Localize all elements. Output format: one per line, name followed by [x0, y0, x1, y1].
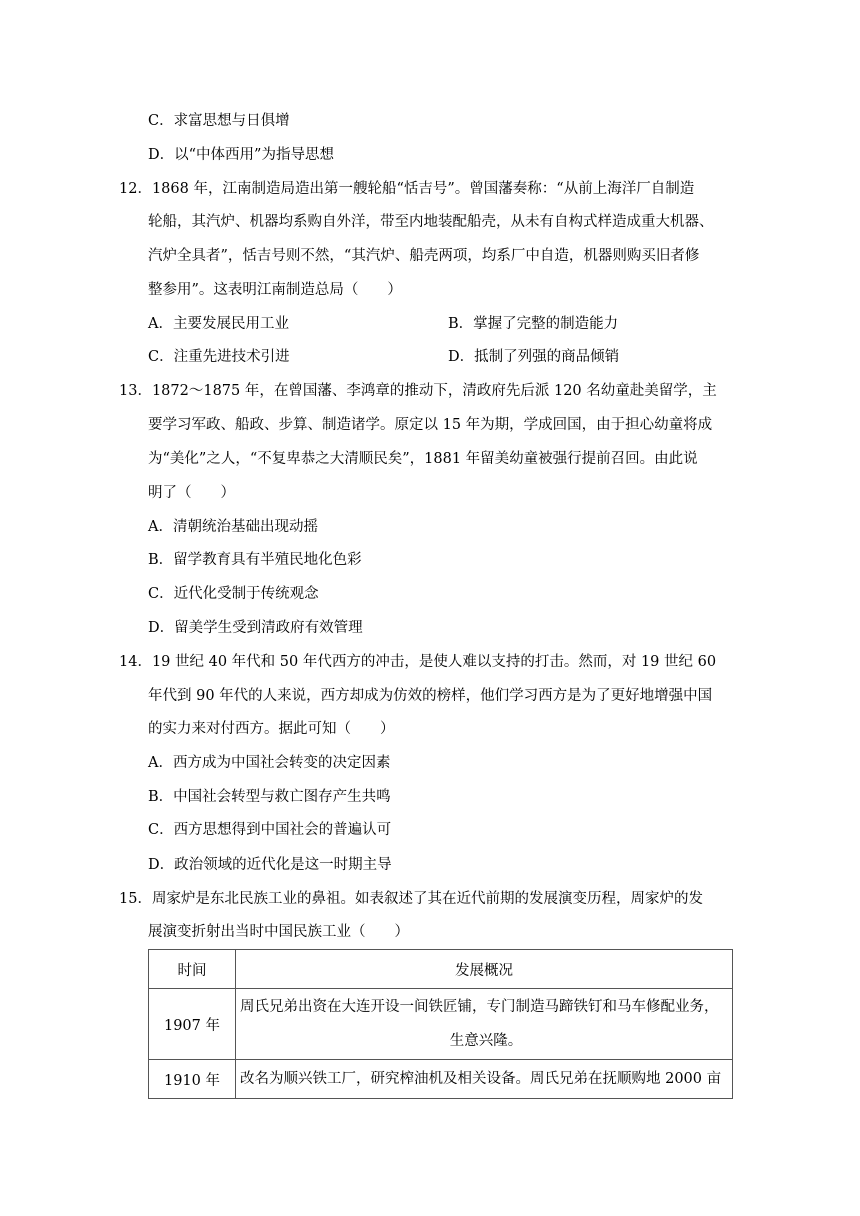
- q12-stem-line-4: 整参用”。这表明江南制造总局（ ）: [148, 282, 402, 298]
- q13-stem-line-4: 明了（ ）: [148, 485, 235, 501]
- row-description-line: 周氏兄弟出资在大连开设一间铁匠铺，专门制造马蹄铁钉和马车修配业务，: [240, 999, 719, 1015]
- q12-stem-line-2: 轮船，其汽炉、机器均系购自外洋，带至内地装配船壳，从未有自构式样造成重大机器、: [148, 214, 714, 230]
- row-description: [236, 1060, 733, 1099]
- q14-stem-line-2: 年代到 90 年代的人来说，西方却成为仿效的榜样，他们学习西方是为了更好地增强中国: [148, 688, 713, 704]
- row-description-line: 生意兴隆。: [449, 1033, 523, 1049]
- q15-stem-line-1: 15．周家炉是东北民族工业的鼻祖。如表叙述了其在近代前期的发展演变历程，周家炉的发: [119, 891, 703, 907]
- table-row: [149, 989, 733, 1060]
- development-table: [148, 949, 733, 1099]
- q12-stem-line-1: 12．1868 年，江南制造局造出第一艘轮船“恬吉号”。曾国藩奏称：“从前上海洋厂自制造: [119, 181, 695, 197]
- row-description: [236, 989, 733, 1060]
- q13-option-a: A．清朝统治基础出现动摇: [148, 519, 318, 535]
- q14-option-c: C．西方思想得到中国社会的普遍认可: [148, 822, 392, 838]
- q14-option-b: B．中国社会转型与救亡图存产生共鸣: [148, 789, 391, 805]
- q13-stem-line-2: 要学习军政、船政、步算、制造诸学。原定以 15 年为期，学成回国，由于担心幼童将成: [148, 417, 713, 433]
- q12-option-c: C．注重先进技术引进: [148, 349, 290, 365]
- q12-option-d: D．抵制了列强的商品倾销: [448, 349, 620, 365]
- header-time: 时间: [149, 950, 236, 989]
- q13-option-d: D．留美学生受到清政府有效管理: [148, 620, 363, 636]
- q11-option-c: C．求富思想与日俱增: [148, 113, 290, 129]
- row-description-line: 改名为顺兴铁工厂，研究榨油机及相关设备。周氏兄弟在抚顺购地 2000 亩: [240, 1071, 722, 1087]
- q13-option-c: C．近代化受制于传统观念: [148, 586, 319, 602]
- q12-option-b: B．掌握了完整的制造能力: [448, 316, 619, 332]
- q13-stem-line-3: 为“美化”之人，“不复卑恭之大清顺民矣”，1881 年留美幼童被强行提前召回。由此说: [148, 451, 698, 467]
- q14-option-a: A．西方成为中国社会转变的决定因素: [148, 755, 391, 771]
- q15-stem-line-2: 展演变折射出当时中国民族工业（ ）: [148, 924, 409, 940]
- q13-stem-line-1: 13．1872～1875 年，在曾国藩、李鸿章的推动下，清政府先后派 120 名幼童赴美留学，主: [119, 383, 717, 399]
- q12-stem-line-3: 汽炉全具者”，恬吉号则不然，“其汽炉、船壳两项，均系厂中自造，机器则购买旧者修: [148, 248, 700, 264]
- q14-stem-line-3: 的实力来对付西方。据此可知（ ）: [148, 721, 395, 737]
- q12-option-a: A．主要发展民用工业: [148, 316, 289, 332]
- row-time: 1910 年: [149, 1060, 236, 1099]
- table-header-row: [149, 950, 733, 989]
- q13-option-b: B．留学教育具有半殖民地化色彩: [148, 552, 362, 568]
- table-row: [149, 1060, 733, 1099]
- q14-stem-line-1: 14．19 世纪 40 年代和 50 年代西方的冲击，是使人难以支持的打击。然而，对 19 世纪 60: [119, 654, 717, 670]
- q11-option-d: D．以“中体西用”为指导思想: [148, 147, 334, 163]
- row-time: 1907 年: [149, 989, 236, 1060]
- header-development: 发展概况: [236, 950, 733, 989]
- q14-option-d: D．政治领域的近代化是这一时期主导: [148, 857, 392, 873]
